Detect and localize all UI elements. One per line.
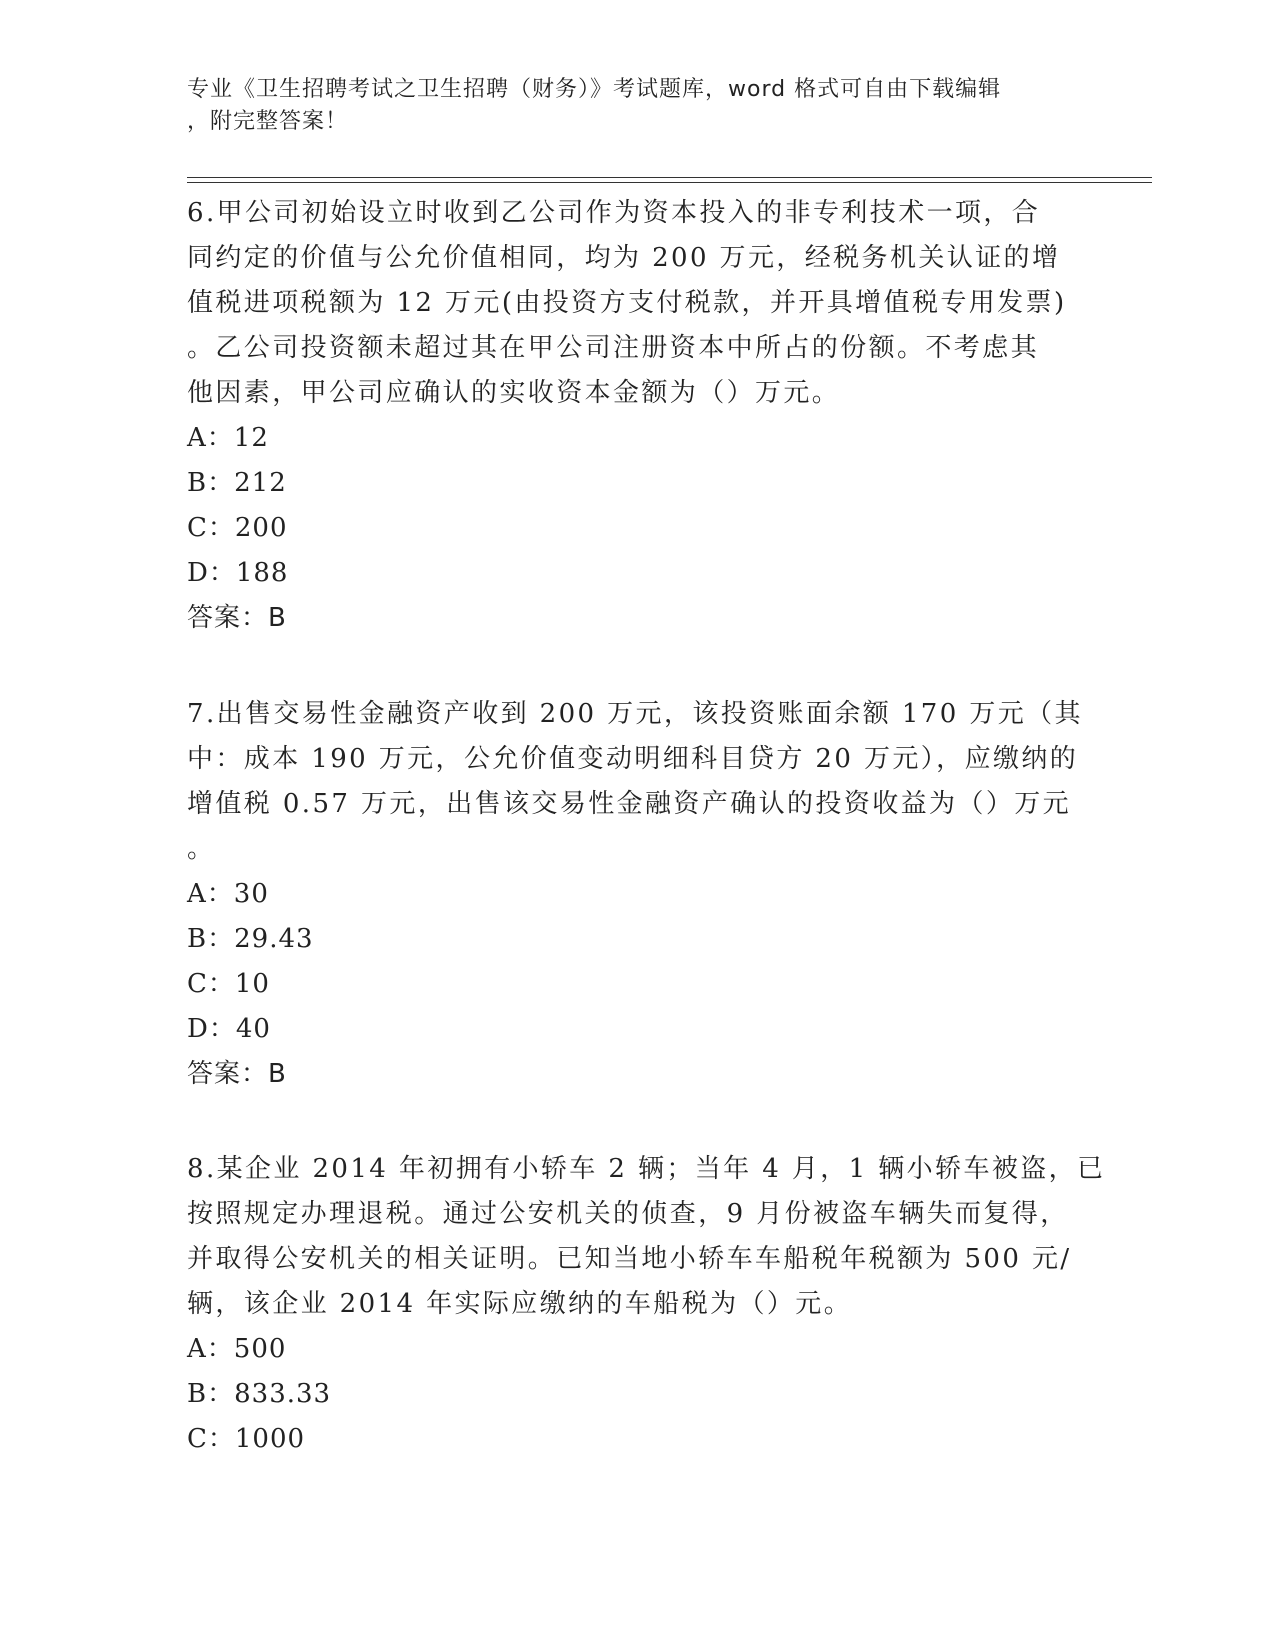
document-header: [187, 74, 1067, 138]
header-divider-bottom: [187, 182, 1152, 183]
question-stem-line: 8.某企业 2014 年初拥有小轿车 2 辆；当年 4 月，1 辆小轿车被盗，已: [187, 1154, 1106, 1184]
question-stem-line: 值税进项税额为 12 万元(由投资方支付税款，并开具增值税专用发票): [187, 288, 1067, 318]
option-b: B：29.43: [187, 924, 314, 954]
question-stem-line: 辆，该企业 2014 年实际应缴纳的车船税为（）元。: [187, 1289, 853, 1319]
option-b: B：212: [187, 468, 287, 498]
question-stem-line: 。乙公司投资额未超过其在甲公司注册资本中所占的份额。不考虑其: [187, 333, 1040, 363]
option-a: A：30: [187, 879, 269, 909]
question-stem-line: 7.出售交易性金融资产收到 200 万元，该投资账面余额 170 万元（其: [187, 699, 1083, 729]
answer-line: 答案：B: [187, 603, 287, 633]
header-line: 专业《卫生招聘考试之卫生招聘（财务）》考试题库，word 格式可自由下载编辑: [187, 77, 1002, 102]
question-stem-line: 增值税 0.57 万元，出售该交易性金融资产确认的投资收益为（）万元: [187, 789, 1072, 819]
option-c: C：10: [187, 969, 270, 999]
question-7: [187, 692, 1083, 1097]
question-stem-line: 。: [187, 834, 216, 864]
question-stem-line: 6.甲公司初始设立时收到乙公司作为资本投入的非专利技术一项，合: [187, 198, 1041, 228]
option-c: C：200: [187, 513, 288, 543]
header-divider-top: [187, 177, 1152, 178]
question-stem-line: 他因素，甲公司应确认的实收资本金额为（）万元。: [187, 378, 841, 408]
option-b: B：833.33: [187, 1379, 332, 1409]
option-a: A：12: [187, 423, 269, 453]
option-a: A：500: [187, 1334, 287, 1364]
question-stem-line: 按照规定办理退税。通过公安机关的侦查，9 月份被盗车辆失而复得，: [187, 1199, 1069, 1229]
question-6: [187, 191, 1072, 641]
question-stem-line: 中：成本 190 万元，公允价值变动明细科目贷方 20 万元），应缴纳的: [187, 744, 1079, 774]
header-line: ，附完整答案！: [187, 109, 349, 134]
option-d: D：40: [187, 1014, 271, 1044]
question-8: [187, 1147, 1106, 1462]
question-stem-line: 同约定的价值与公允价值相同，均为 200 万元，经税务机关认证的增: [187, 243, 1061, 273]
question-stem-line: 并取得公安机关的相关证明。已知当地小轿车车船税年税额为 500 元/: [187, 1244, 1072, 1274]
answer-line: 答案：B: [187, 1059, 287, 1089]
option-c: C：1000: [187, 1424, 306, 1454]
option-d: D：188: [187, 558, 289, 588]
